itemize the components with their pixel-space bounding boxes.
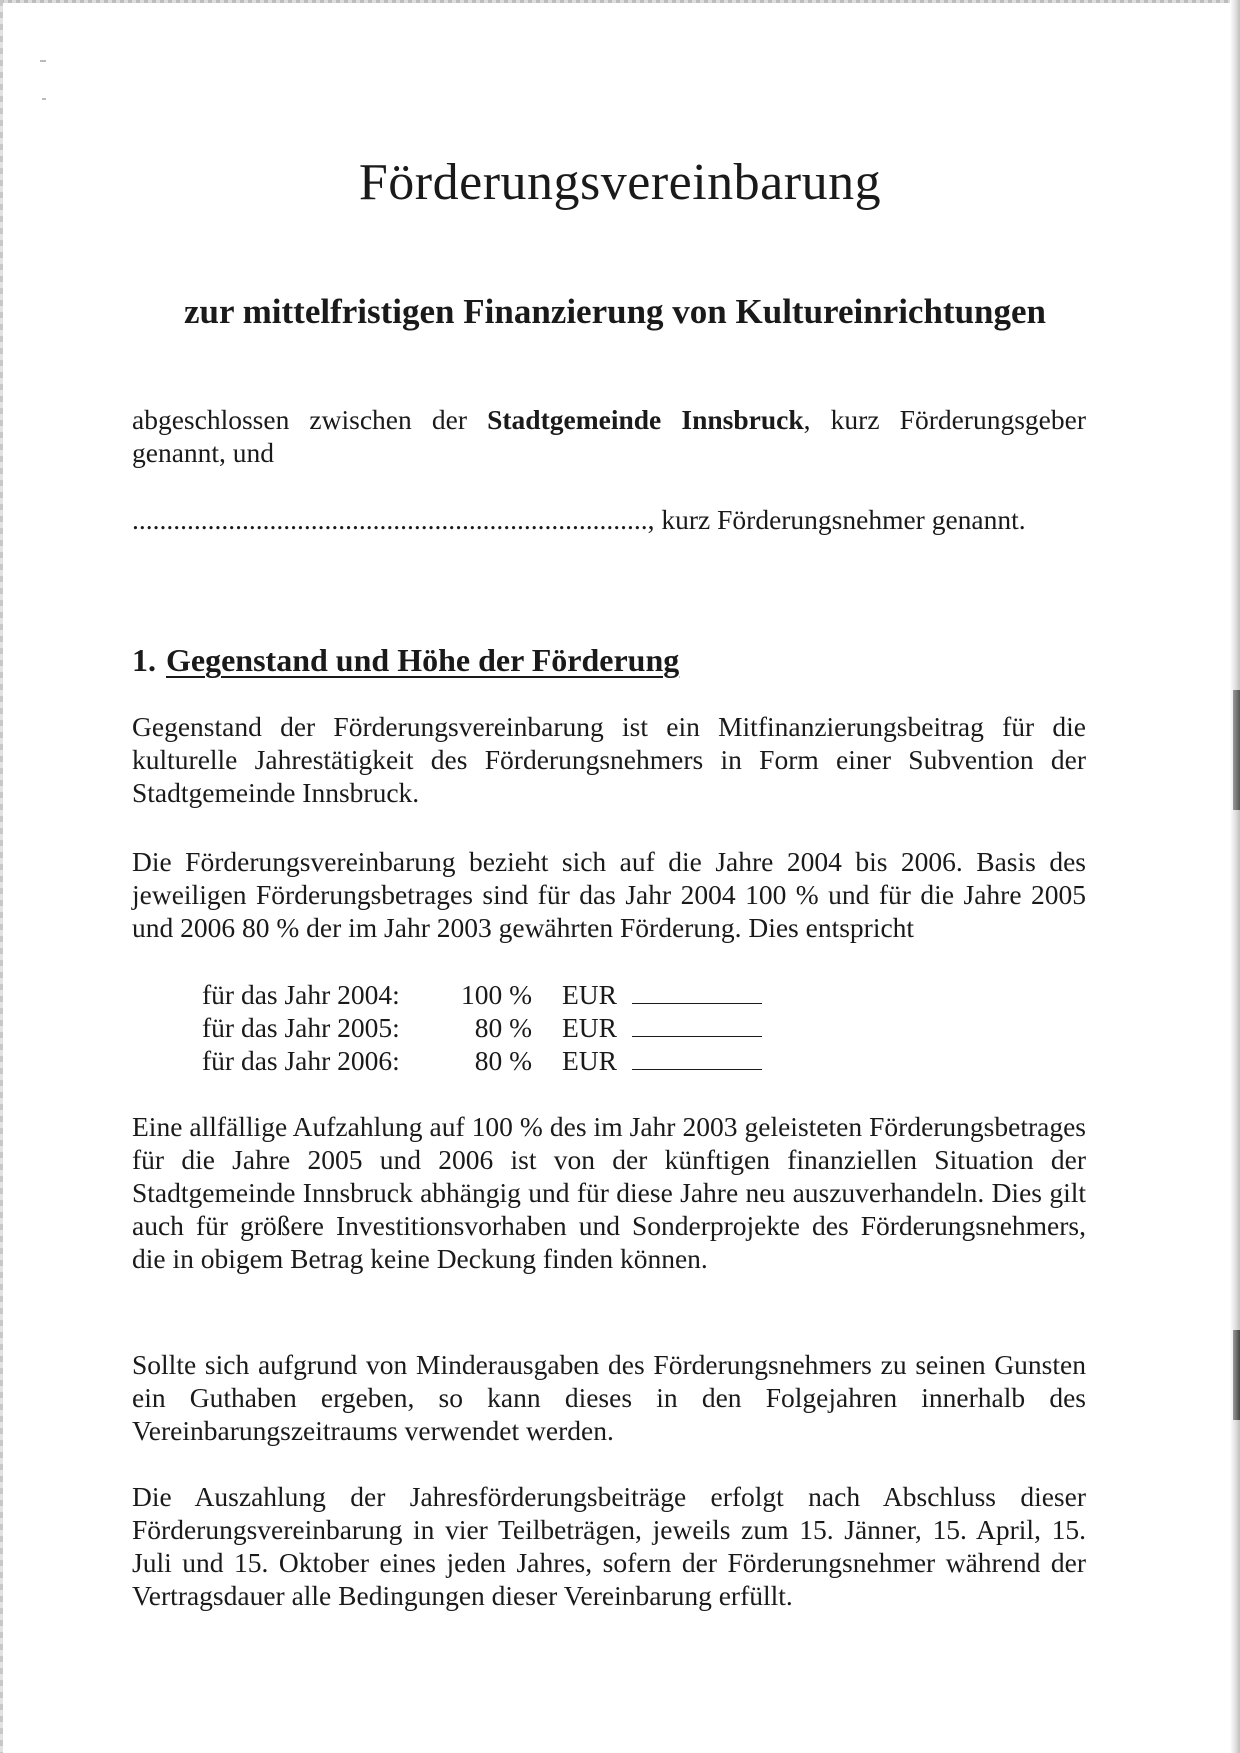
amount-blank-field[interactable] (632, 1012, 762, 1037)
year-currency: EUR (562, 979, 617, 1010)
year-percent: 80 % (474, 1012, 532, 1043)
scan-edge-left (0, 0, 3, 1753)
parties-prefix: abgeschlossen zwischen der (132, 404, 488, 435)
section-number: 1. (132, 642, 156, 678)
paragraph-period: Die Förderungsvereinbarung bezieht sich auf die Jahre 2004 bis 2006. Basis des jeweiligen Förderungsbetrages sind für das Jahr 2004 100 % und für die Jahre 2005 und 2006 80 % der im Jahr 2003 gewährten Förderung. Dies entspricht (132, 846, 1086, 943)
scan-speck (42, 98, 46, 100)
year-currency: EUR (562, 1012, 617, 1043)
recipient-line: ..........................................................................., kurz Förderungsnehmer genannt. (132, 504, 1026, 535)
scan-mark (1233, 690, 1240, 810)
parties-suffix: , kurz Förderungsgeber genannt, und (132, 404, 1086, 468)
paragraph-subject: Gegenstand der Förderungsvereinbarung ist ein Mitfinanzierungsbeitrag für die kulturelle Jahrestätigkeit des Förderungsnehmers in Form einer Subvention der Stadtgemeinde Innsbruck. (132, 711, 1086, 808)
scan-speck (40, 60, 46, 62)
scan-mark (1233, 1330, 1240, 1420)
paragraph-top-up: Eine allfällige Aufzahlung auf 100 % des im Jahr 2003 geleisteten Förderungsbetrages für die Jahre 2005 und 2006 ist von der künftigen finanziellen Situation der Stadtgemeinde Innsbruck abhängig und für diese Jahre neu auszuverhandeln. Dies gilt auch für größere Investitionsvorhaben und Sonderprojekte des Förderungsnehmers, die in obigem Betrag keine Deckung finden können. (132, 1111, 1086, 1274)
scan-edge-top (0, 0, 1240, 3)
year-row (202, 1044, 762, 1077)
year-row (202, 978, 762, 1011)
paragraph-credit: Sollte sich aufgrund von Minderausgaben des Förderungsnehmers zu seinen Gunsten ein Guthaben ergeben, so kann dieses in den Folgejahren innerhalb des Vereinbarungszeitraums verwendet werden. (132, 1349, 1086, 1446)
scan-edge-right (1230, 0, 1240, 1753)
parties-paragraph (132, 403, 1086, 469)
year-label: für das Jahr 2006: (202, 1045, 400, 1076)
year-percent: 100 % (460, 979, 532, 1010)
funding-giver-name: Stadtgemeinde Innsbruck (487, 404, 804, 435)
year-currency: EUR (562, 1045, 617, 1076)
year-label: für das Jahr 2004: (202, 979, 400, 1010)
amount-blank-field[interactable] (632, 1045, 762, 1070)
amount-blank-field[interactable] (632, 979, 762, 1004)
year-percent: 80 % (474, 1045, 532, 1076)
section-heading (132, 640, 679, 680)
document-subtitle: zur mittelfristigen Finanzierung von Kultureinrichtungen (183, 292, 1047, 331)
document-title: Förderungsvereinbarung (358, 154, 882, 211)
year-label: für das Jahr 2005: (202, 1012, 400, 1043)
funding-years-list (202, 978, 762, 1077)
paragraph-payment: Die Auszahlung der Jahresförderungsbeiträge erfolgt nach Abschluss dieser Förderungsvereinbarung in vier Teilbeträgen, jeweils zum 15. Jänner, 15. April, 15. Juli und 15. Oktober eines jeden Jahres, sofern der Förderungsnehmer während der Vertragsdauer alle Bedingungen dieser Vereinbarung erfüllt. (132, 1481, 1086, 1611)
section-title: Gegenstand und Höhe der Förderung (166, 642, 680, 678)
year-row (202, 1011, 762, 1044)
